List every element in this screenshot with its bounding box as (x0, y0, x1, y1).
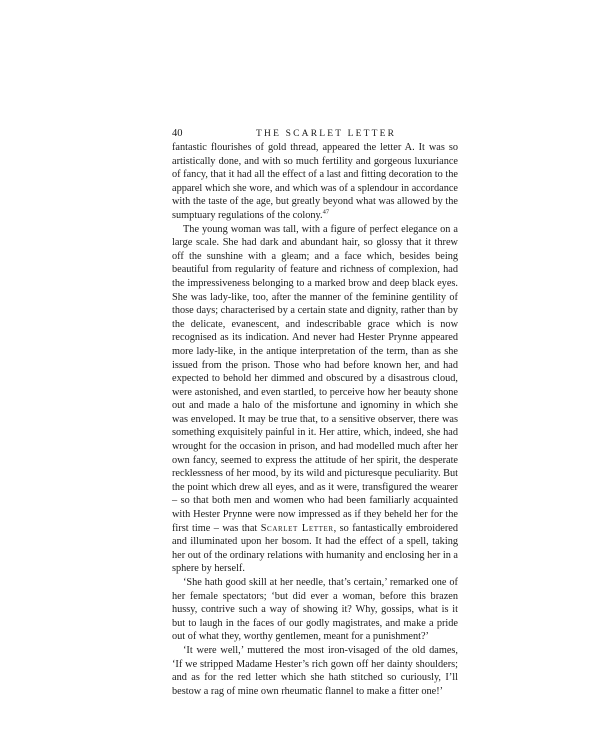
paragraph-text: The young woman was tall, with a figure of perfect elegance on a large scale. She had dark and abundant hair, so glossy that it threw off the sunshine with a gleam; and a face which, besides being beautiful from regularity of feature and richness of complexion, had the impressiveness belonging to a marked brow and deep black eyes. She was lady-like, too, after the manner of the feminine gentility of those days; characterised by a certain state and dignity, rather than by the delicate, evanescent, and indescribable grace which is now recognised as its indication. And never had Hester Prynne appeared more lady-like, in the antique interpretation of the term, than as she issued from the prison. Those who had before known her, and had expected to behold her dimmed and obscured by a disastrous cloud, were astonished, and even startled, to perceive how her beauty shone out and made a halo of the misfortune and ignominy in which she was enveloped. It may be true that, to a sensitive observer, there was something exquisitely painful in it. Her attire, which, indeed, she had wrought for the occasion in prison, and had modelled much after her own fancy, seemed to express the attitude of her spirit, the desperate recklessness of her mood, by its wild and picturesque peculiarity. But the point which drew all eyes, and as it were, transfigured the wearer – so that both men and women who had been familiarly acquainted with Hester Prynne were now impressed as if they beheld her for the first time – was that (172, 223, 458, 534)
book-title: THE SCARLET LETTER (256, 129, 397, 139)
paragraph-continuation (172, 141, 458, 223)
page-number: 40 (172, 128, 183, 139)
paragraph-old-dame-remark (172, 644, 458, 698)
paragraph-hester-description (172, 223, 458, 576)
running-head (172, 127, 458, 141)
paragraph-text: ‘It were well,’ muttered the most iron-visaged of the old dames, ‘If we stripped Madame Hester’s rich gown off her dainty shoulders; and as for the red letter which she hath stitched so curiously, I’ll bestow a rag of mine own rheumatic flannel to make a fitter one!’ (172, 644, 458, 697)
footnote-reference: 47 (322, 208, 330, 216)
paragraph-text: ‘She hath good skill at her needle, that’s certain,’ remarked one of her female spectators; ‘but did ever a woman, before this brazen hussy, contrive such a way of showing it? Why, gossips, what is it but to laugh in the faces of our godly magistrates, and make a pride out of what they, worthy gentlemen, meant for a punishment?’ (172, 577, 458, 643)
paragraph-text-after: , so fantastically embroidered and illuminated upon her bosom. It had the effect of a spell, taking her out of the ordinary relations with humanity and enclosing her in a sphere by herself. (172, 522, 459, 575)
body-text (172, 141, 458, 698)
small-caps-phrase: Scarlet Letter (260, 522, 334, 534)
paragraph-spectator-remark (172, 576, 458, 644)
paragraph-text: fantastic flourishes of gold thread, appeared the letter A. It was so artistically done, and with so much fertility and gorgeous luxuriance of fancy, that it had all the effect of a last and fitting decoration to the apparel which she wore, and which was of a splendour in accordance with the taste of the age, but greatly beyond what was allowed by the sumptuary regulations of the colony. (172, 142, 458, 221)
